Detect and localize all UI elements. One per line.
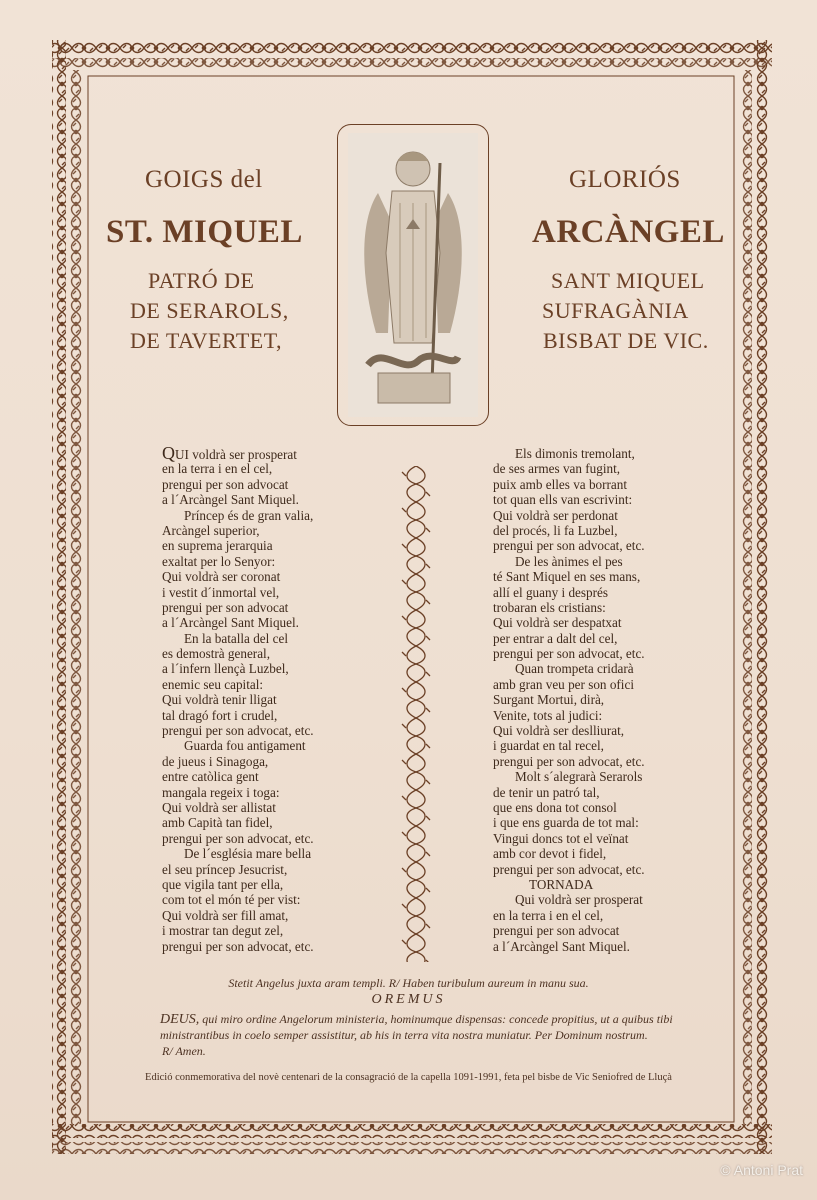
verse-line: Quan trompeta cridarà — [515, 661, 634, 677]
verse-line: a l´Arcàngel Sant Miquel. — [162, 615, 299, 631]
subtitle-right-3: BISBAT DE VIC. — [543, 328, 709, 353]
verse-line: Qui voldrà ser perdonat — [493, 507, 618, 523]
verse-line: en la terra i en el cel, — [493, 907, 604, 923]
verse-line: a l´Arcàngel Sant Miquel. — [162, 492, 299, 508]
verse-line: el seu príncep Jesucrist, — [162, 861, 288, 877]
verse-line: de jueus i Sinagoga, — [162, 753, 269, 769]
verse-line: prengui per son advocat, etc. — [162, 938, 314, 954]
title-goigs-del: GOIGS del — [145, 166, 263, 193]
verse-line: Qui voldrà ser coronat — [162, 569, 281, 585]
verse-line: com tot el món té per vist: — [162, 892, 301, 908]
title-arcangel: ARCÀNGEL — [532, 214, 725, 250]
verse-line: prengui per son advocat, etc. — [493, 861, 645, 877]
verse-line: i que ens guarda de tot mal: — [493, 815, 639, 831]
verses-left-column — [162, 443, 314, 954]
edition-note: Edició conmemorativa del novè centenari de la consagració de la capella 1091-1991, feta pel bisbe de Vic Seniofred de Lluçà — [145, 1072, 672, 1083]
verse-line: a l´infern llençà Luzbel, — [162, 661, 289, 677]
verse-line: exaltat per lo Senyor: — [162, 553, 276, 569]
verse-line: De les ànimes el pes — [515, 553, 623, 569]
verse-line: prengui per son advocat — [493, 923, 620, 939]
prayer-text: qui miro ordine Angelorum ministeria, hominumque dispensas: concede propitius, ut a quibus tibi ministrantibus in coelo semper assistitur, ab his in terra vita nostra muniatur. Per Dominum nostrum. — [160, 1012, 673, 1042]
verse-line: amb Capità tan fidel, — [162, 815, 273, 831]
verse-line: per entrar a dalt del cel, — [493, 630, 618, 646]
title-st-miquel: ST. MIQUEL — [106, 214, 303, 250]
verse-line: de tenir un patró tal, — [493, 784, 600, 800]
verse-line: i vestit d´inmortal vel, — [162, 584, 280, 600]
verse-line: Qui voldrà tenir lligat — [162, 692, 277, 708]
verses-right-column — [493, 446, 645, 954]
verse-line: i guardat en tal recel, — [493, 738, 604, 754]
verse-line: que ens dona tot consol — [493, 799, 617, 815]
verse-line: Molt s´alegrarà Serarols — [515, 769, 643, 785]
verse-line: té Sant Miquel en ses mans, — [493, 569, 641, 585]
verse-line: QUI voldrà ser prosperat — [162, 443, 297, 463]
verse-line: del procés, li fa Luzbel, — [493, 522, 618, 538]
verse-line: prengui per son advocat, etc. — [493, 646, 645, 662]
verse-line: Qui voldrà ser allistat — [162, 799, 276, 815]
verse-line: amb cor devot i fidel, — [493, 846, 607, 862]
verse-line: mangala regeix i toga: — [162, 784, 280, 800]
verse-line: TORNADA — [529, 876, 594, 892]
verse-line: Vingui doncs tot el veïnat — [493, 830, 629, 846]
verse-line: Qui voldrà ser deslliurat, — [493, 723, 625, 739]
verse-line: en suprema jerarquia — [162, 538, 273, 554]
verse-line: tal dragó fort i crudel, — [162, 707, 278, 723]
verse-line: allí el guany i després — [493, 584, 608, 600]
verse-line: entre catòlica gent — [162, 769, 259, 785]
verse-line: trobaran els cristians: — [493, 599, 606, 615]
verse-line: De l´església mare bella — [184, 846, 312, 862]
verse-line: i mostrar tan degut zel, — [162, 923, 284, 939]
verse-line: En la batalla del cel — [184, 630, 288, 646]
verse-line: Príncep és de gran valia, — [184, 507, 314, 523]
verse-line: en la terra i en el cel, — [162, 461, 273, 477]
central-ornament — [400, 466, 432, 962]
subtitle-left-1: PATRÓ DE — [148, 268, 255, 293]
verse-line: prengui per son advocat — [162, 476, 289, 492]
verse-line: amb gran veu per son ofici — [493, 676, 634, 692]
verse-line: prengui per son advocat, etc. — [162, 830, 314, 846]
verse-line: Qui voldrà ser despatxat — [493, 615, 622, 631]
verse-line: Surgant Mortui, dirà, — [493, 692, 605, 708]
verse-line: Els dimonis tremolant, — [515, 446, 635, 461]
verse-line: Venite, tots al judici: — [493, 707, 603, 723]
verse-line: tot quan ells van escrivint: — [493, 492, 633, 508]
photo-credit: © Antoni Prat — [720, 1162, 803, 1178]
verse-line: que vigila tant per ella, — [162, 876, 284, 892]
latin-verse: Stetit Angelus juxta aram templi. R/ Haben turibulum aureum in manu sua. — [228, 976, 589, 990]
verse-line: enemic seu capital: — [162, 676, 264, 692]
saint-michael-image-frame — [337, 124, 489, 426]
verse-line: prengui per son advocat, etc. — [493, 538, 645, 554]
subtitle-right-2: SUFRAGÀNIA — [542, 298, 689, 323]
verse-line: a l´Arcàngel Sant Miquel. — [493, 938, 630, 954]
drop-cap: Q — [162, 443, 175, 463]
verse-line: prengui per son advocat, etc. — [162, 723, 314, 739]
prayer-first-word: DEUS, — [160, 1012, 200, 1027]
subtitle-left-3: DE TAVERTET, — [130, 328, 283, 353]
saint-michael-statue-icon — [348, 133, 478, 417]
title-glorios: GLORIÓS — [569, 166, 681, 193]
subtitle-right-1: SANT MIQUEL — [551, 268, 705, 293]
verse-line: de ses armes van fugint, — [493, 461, 621, 477]
oremus-heading: OREMUS — [371, 992, 446, 1007]
verse-line: Qui voldrà ser prosperat — [515, 892, 643, 908]
verse-line: Guarda fou antigament — [184, 738, 306, 754]
verse-line: es demostrà general, — [162, 646, 271, 662]
verse-line: puix amb elles va borrant — [493, 476, 628, 492]
verse-line: Arcàngel superior, — [162, 522, 260, 538]
amen-response: R/ Amen. — [162, 1044, 206, 1058]
verse-line: Qui voldrà ser fill amat, — [162, 907, 289, 923]
verse-line: prengui per son advocat, etc. — [493, 753, 645, 769]
latin-prayer — [160, 1012, 680, 1043]
subtitle-left-2: DE SERAROLS, — [130, 298, 289, 323]
verse-line: prengui per son advocat — [162, 599, 289, 615]
